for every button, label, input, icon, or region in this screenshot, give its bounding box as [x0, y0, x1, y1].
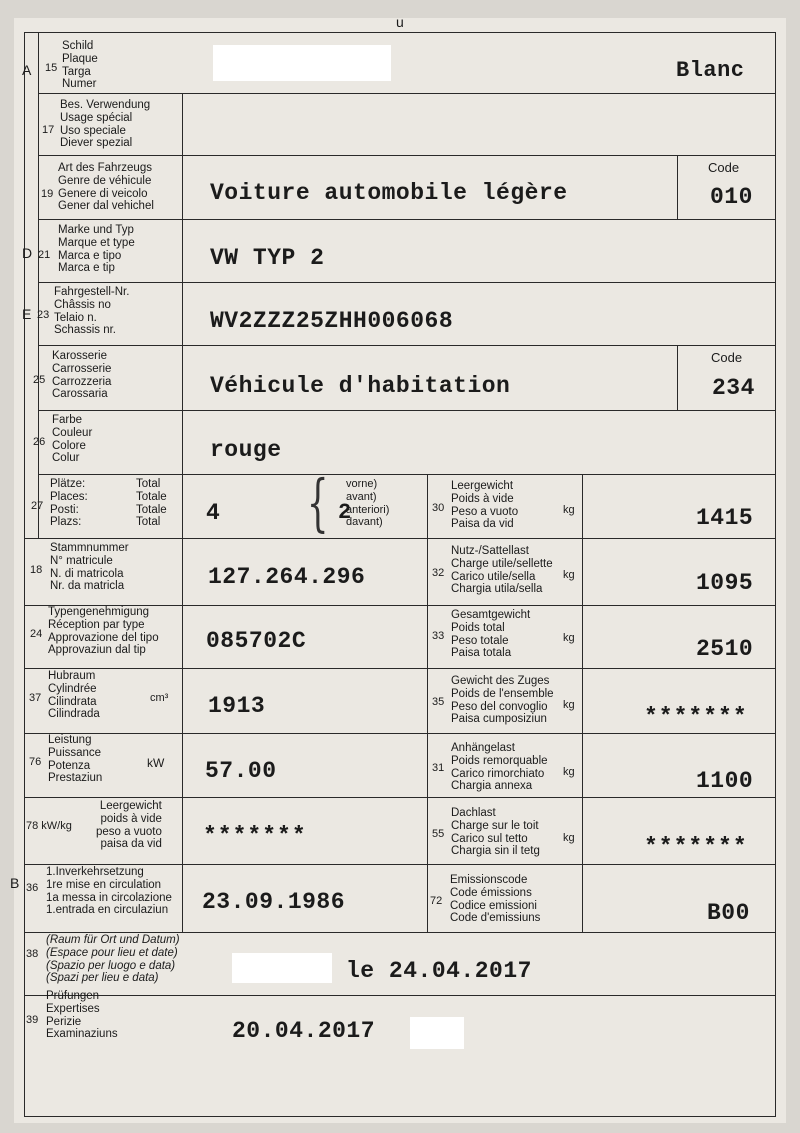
field-78-value: *******: [203, 823, 307, 849]
side-letter-e: E: [22, 306, 32, 322]
field-21-label: Marke und Typ Marque et type Marca e tipo Marca e tip: [58, 224, 135, 275]
field-33-number: 33: [432, 630, 445, 642]
field-23-number: 23: [37, 309, 50, 321]
field-27-front-value: 2: [338, 500, 352, 525]
field-32-number: 32: [432, 567, 445, 579]
field-19-number: 19: [41, 188, 54, 200]
field-19-code: 010: [710, 184, 753, 210]
field-19-code-label: Code: [708, 160, 740, 175]
field-18-value: 127.264.296: [208, 564, 366, 590]
field-76-number: 76: [29, 756, 42, 768]
redacted-box: [213, 45, 391, 81]
field-35-label: Gewicht des Zuges Poids de l'ensemble Peso del convoglio Paisa cumposiziun: [451, 675, 554, 726]
field-33-label: Gesamtgewicht Poids total Peso totale Paisa totala: [451, 609, 531, 660]
redacted-box: [410, 1017, 464, 1049]
field-25-number: 25: [33, 374, 46, 386]
field-25-code-label: Code: [711, 350, 743, 365]
field-31-label: Anhängelast Poids remorquable Carico rimorchiato Chargia annexa: [451, 742, 548, 793]
field-39-number: 39: [26, 1014, 39, 1026]
field-27-label: Plätze: Places: Posti: Plazs:: [50, 478, 88, 529]
field-31-value: 1100: [696, 768, 754, 794]
field-30-label: Leergewicht Poids à vide Peso a vuoto Paisa da vid: [451, 480, 519, 531]
field-27-number: 27: [31, 500, 44, 512]
field-32-value: 1095: [696, 570, 754, 596]
field-21-number: 21: [38, 249, 51, 261]
field-24-label: Typengenehmigung Réception par type Approvazione del tipo Approvaziun dal tip: [48, 606, 159, 657]
field-23-label: Fahrgestell-Nr. Châssis no Telaio n. Schassis nr.: [54, 286, 130, 337]
field-27-front-label: vorne) avant) anteriori) davant): [346, 478, 390, 529]
field-38-value: le 24.04.2017: [346, 958, 532, 984]
field-15-label: Schild Plaque Targa Numer: [62, 40, 98, 91]
field-37-label: Hubraum Cylindrée Cilindrata Cilindrada: [48, 670, 100, 721]
field-30-unit: kg: [563, 504, 575, 516]
field-25-label: Karosserie Carrosserie Carrozzeria Carossaria: [52, 350, 112, 401]
field-35-number: 35: [432, 696, 445, 708]
field-55-value: *******: [644, 834, 748, 860]
field-26-number: 26: [33, 436, 46, 448]
field-55-number: 55: [432, 828, 445, 840]
field-36-label: 1.Inverkehrsetzung 1re mise en circulation 1a messa in circolazione 1.entrada en circulaziun: [46, 866, 172, 917]
field-19-label: Art des Fahrzeugs Genre de véhicule Genere di veicolo Gener dal vehichel: [58, 162, 154, 213]
field-24-value: 085702C: [206, 628, 307, 654]
field-31-number: 31: [432, 762, 445, 774]
field-36-number: 36: [26, 882, 39, 894]
field-30-value: 1415: [696, 505, 754, 531]
field-37-unit: cm³: [150, 692, 169, 704]
field-21-value: VW TYP 2: [210, 245, 325, 271]
field-27-total-label: Total Totale Totale Total: [136, 478, 167, 529]
field-36-value: 23.09.1986: [202, 889, 346, 915]
field-55-label: Dachlast Charge sur le toit Carico sul tetto Chargia sin il tetg: [451, 807, 540, 858]
field-17-number: 17: [42, 124, 55, 136]
field-39-label: Prüfungen Expertises Perizie Examinaziuns: [46, 990, 118, 1041]
field-24-number: 24: [30, 628, 43, 640]
field-78-label: Leergewicht poids à vide peso a vuoto paisa da vid: [96, 800, 162, 851]
field-33-value: 2510: [696, 636, 754, 662]
field-27-value: 4: [206, 500, 221, 526]
field-78-number: 78 kW/kg: [26, 820, 72, 832]
field-39-value: 20.04.2017: [232, 1018, 376, 1044]
field-35-unit: kg: [563, 699, 575, 711]
side-letter-a: A: [22, 62, 32, 78]
field-76-value: 57.00: [205, 758, 277, 784]
field-15-value: Blanc: [676, 58, 745, 83]
side-letter-d: D: [22, 245, 33, 261]
field-18-label: Stammnummer N° matricule N. di matricola Nr. da matricla: [50, 542, 129, 593]
field-32-unit: kg: [563, 569, 575, 581]
side-letter-b: B: [10, 875, 20, 891]
field-23-value: WV2ZZZ25ZHH006068: [210, 308, 454, 334]
field-72-value: B00: [707, 900, 750, 926]
field-38-label: (Raum für Ort und Datum) (Espace pour lieu et date) (Spazio per luogo e data) (Spazi per lieu e data): [46, 934, 180, 985]
field-26-value: rouge: [210, 437, 282, 463]
field-26-label: Farbe Couleur Colore Colur: [52, 414, 93, 465]
field-72-number: 72: [430, 895, 443, 907]
field-76-unit: kW: [147, 756, 165, 770]
field-25-value: Véhicule d'habitation: [210, 373, 511, 399]
field-76-label: Leistung Puissance Potenza Prestaziun: [48, 734, 103, 785]
field-17-label: Bes. Verwendung Usage spécial Uso speciale Diever spezial: [60, 99, 151, 150]
brace-icon: {: [306, 466, 329, 539]
field-33-unit: kg: [563, 632, 575, 644]
field-35-value: *******: [644, 704, 748, 730]
field-37-number: 37: [29, 692, 42, 704]
top-mark: u: [396, 14, 404, 30]
field-18-number: 18: [30, 564, 43, 576]
field-32-label: Nutz-/Sattellast Charge utile/sellette Carico utile/sella Chargia utila/sella: [451, 545, 553, 596]
field-30-number: 30: [432, 502, 445, 514]
field-38-number: 38: [26, 948, 39, 960]
field-72-label: Emissionscode Code émissions Codice emissioni Code d'emissiuns: [450, 874, 541, 925]
field-31-unit: kg: [563, 766, 575, 778]
field-37-value: 1913: [208, 693, 266, 719]
redacted-box: [232, 953, 332, 983]
field-15-number: 15: [45, 62, 58, 74]
field-55-unit: kg: [563, 832, 575, 844]
field-25-code: 234: [712, 375, 755, 401]
field-19-value: Voiture automobile légère: [210, 180, 568, 206]
